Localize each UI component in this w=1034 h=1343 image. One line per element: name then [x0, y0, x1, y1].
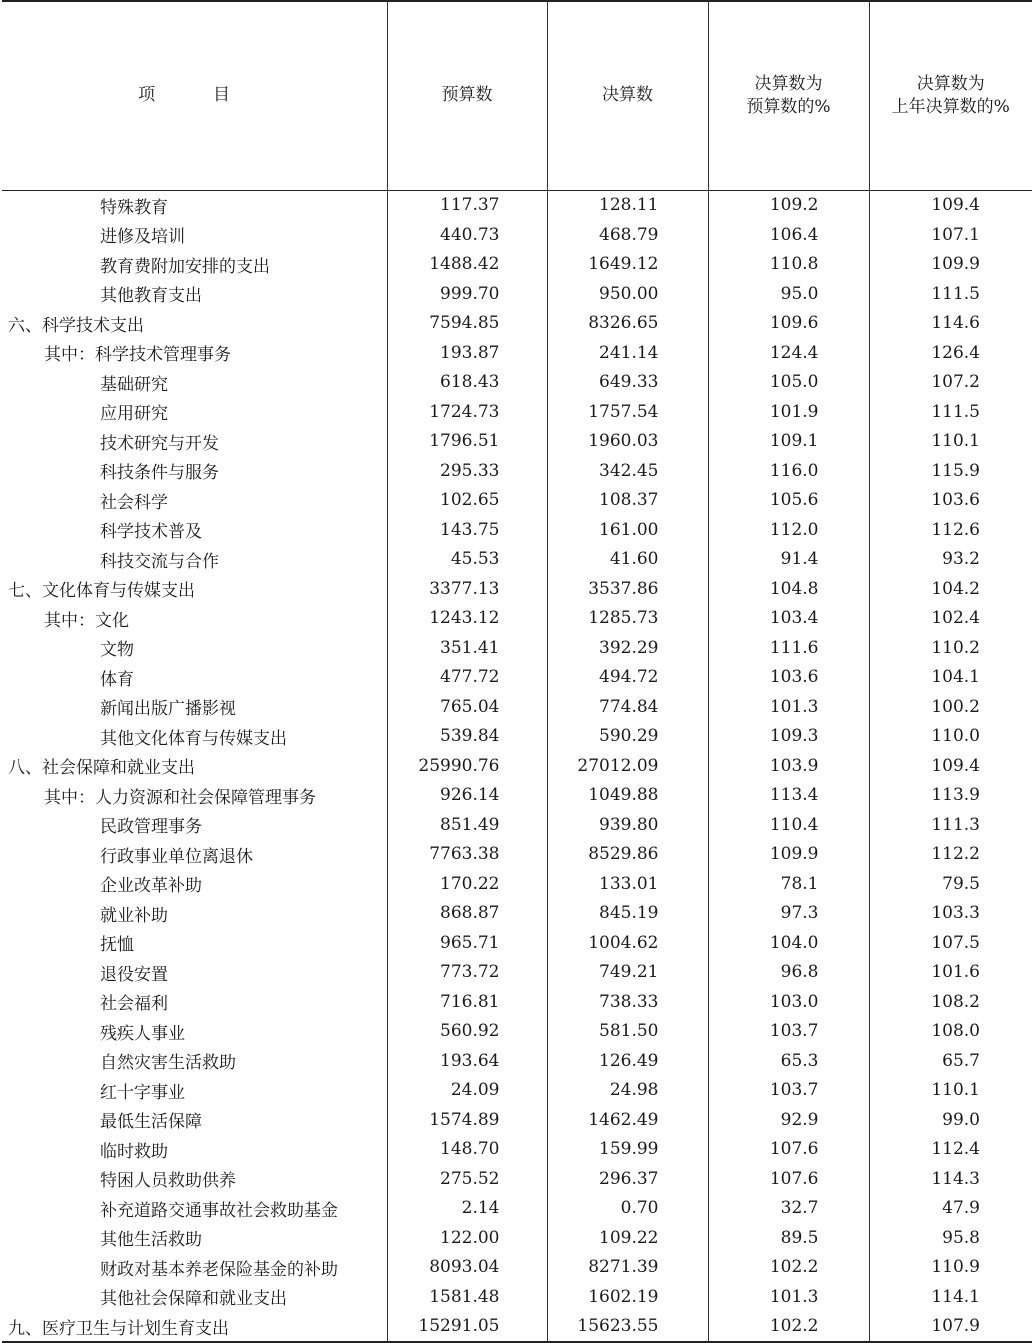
pct-of-previous-year-value: 108.0: [869, 1017, 1032, 1047]
row-item-label: 文物: [100, 640, 134, 661]
budget-value: 170.22: [387, 869, 547, 899]
pct-of-previous-year-value: 100.2: [869, 692, 1032, 722]
actual-value: 1602.19: [547, 1282, 708, 1312]
pct-of-previous-year-value: 112.2: [869, 840, 1032, 870]
row-item-cell: [2, 190, 387, 220]
table-row: [2, 1076, 1032, 1106]
table-row: [2, 220, 1032, 250]
pct-of-budget-value: 92.9: [708, 1105, 869, 1135]
row-item-label: 科技交流与合作: [100, 551, 219, 572]
table-row: [2, 515, 1032, 545]
table-row: [2, 840, 1032, 870]
pct-of-budget-value: 103.6: [708, 663, 869, 693]
pct-of-previous-year-value: 111.5: [869, 397, 1032, 427]
table-row: [2, 633, 1032, 663]
row-item-label: 进修及培训: [100, 227, 185, 248]
pct-of-previous-year-value: 109.4: [869, 190, 1032, 220]
budget-value: 1488.42: [387, 250, 547, 280]
budget-value: 477.72: [387, 663, 547, 693]
table-row: [2, 397, 1032, 427]
table-row: [2, 1312, 1032, 1343]
budget-value: 122.00: [387, 1223, 547, 1253]
row-item-label: 补充道路交通事故社会救助基金: [100, 1200, 338, 1221]
row-item-label: 六、科学技术支出: [8, 315, 144, 336]
table-row: [2, 987, 1032, 1017]
row-item-cell: [2, 1105, 387, 1135]
row-item-cell: [2, 781, 387, 811]
row-item-cell: [2, 633, 387, 663]
row-item-label: 技术研究与开发: [100, 433, 219, 454]
table-row: [2, 692, 1032, 722]
table-row: [2, 958, 1032, 988]
table-row: [2, 663, 1032, 693]
row-item-label: 其他社会保障和就业支出: [100, 1289, 287, 1310]
pct-of-budget-value: 113.4: [708, 781, 869, 811]
row-item-label: 七、文化体育与传媒支出: [8, 581, 195, 602]
table-row: [2, 810, 1032, 840]
budget-value: 999.70: [387, 279, 547, 309]
pct-of-budget-value: 110.4: [708, 810, 869, 840]
pct-of-budget-value: 103.0: [708, 987, 869, 1017]
actual-value: 950.00: [547, 279, 708, 309]
table-row: [2, 456, 1032, 486]
pct-of-previous-year-value: 107.9: [869, 1312, 1032, 1343]
actual-value: 296.37: [547, 1164, 708, 1194]
row-item-label: 应用研究: [100, 404, 168, 425]
pct-of-previous-year-value: 110.9: [869, 1253, 1032, 1283]
pct-of-previous-year-value: 110.1: [869, 1076, 1032, 1106]
pct-of-budget-value: 89.5: [708, 1223, 869, 1253]
budget-value: 193.87: [387, 338, 547, 368]
pct-of-budget-value: 109.2: [708, 190, 869, 220]
row-item-label: 就业补助: [100, 905, 168, 926]
budget-value: 851.49: [387, 810, 547, 840]
row-item-cell: [2, 987, 387, 1017]
row-item-label: 企业改革补助: [100, 876, 202, 897]
table-row: [2, 1282, 1032, 1312]
budget-value: 193.64: [387, 1046, 547, 1076]
pct-of-previous-year-value: 111.3: [869, 810, 1032, 840]
row-item-label: 教育费附加安排的支出: [100, 256, 270, 277]
row-item-cell: [2, 515, 387, 545]
pct-of-previous-year-value: 104.2: [869, 574, 1032, 604]
row-item-label: 民政管理事务: [100, 817, 202, 838]
actual-value: 126.49: [547, 1046, 708, 1076]
table-row: [2, 309, 1032, 339]
pct-of-previous-year-value: 103.3: [869, 899, 1032, 929]
table-row: [2, 899, 1032, 929]
table-row: [2, 545, 1032, 575]
row-item-label: 其中：科学技术管理事务: [44, 345, 231, 366]
row-item-label: 其他文化体育与传媒支出: [100, 728, 287, 749]
budget-value: 765.04: [387, 692, 547, 722]
budget-value: 117.37: [387, 190, 547, 220]
row-item-label: 九、医疗卫生与计划生育支出: [8, 1318, 229, 1339]
pct-of-budget-value: 102.2: [708, 1312, 869, 1343]
row-item-label: 社会福利: [100, 994, 168, 1015]
pct-of-budget-value: 104.0: [708, 928, 869, 958]
pct-of-budget-value: 91.4: [708, 545, 869, 575]
pct-of-previous-year-value: 109.9: [869, 250, 1032, 280]
pct-of-previous-year-value: 111.5: [869, 279, 1032, 309]
row-item-label: 其他生活救助: [100, 1230, 202, 1251]
actual-value: 3537.86: [547, 574, 708, 604]
pct-of-budget-value: 109.3: [708, 722, 869, 752]
pct-of-previous-year-value: 110.0: [869, 722, 1032, 752]
row-item-cell: [2, 899, 387, 929]
budget-value: 102.65: [387, 486, 547, 516]
actual-value: 392.29: [547, 633, 708, 663]
actual-value: 24.98: [547, 1076, 708, 1106]
row-item-cell: [2, 1282, 387, 1312]
row-item-cell: [2, 958, 387, 988]
header-pct-of-budget: 决算数为 预算数的%: [708, 1, 869, 190]
pct-of-budget-value: 105.0: [708, 368, 869, 398]
row-item-label: 抚恤: [100, 935, 134, 956]
row-item-cell: [2, 250, 387, 280]
table-header: [2, 1, 1032, 190]
pct-of-previous-year-value: 108.2: [869, 987, 1032, 1017]
pct-of-previous-year-value: 107.2: [869, 368, 1032, 398]
actual-value: 590.29: [547, 722, 708, 752]
actual-value: 468.79: [547, 220, 708, 250]
table-row: [2, 486, 1032, 516]
header-actual: 决算数: [547, 1, 708, 190]
pct-of-budget-value: 109.1: [708, 427, 869, 457]
pct-of-budget-value: 95.0: [708, 279, 869, 309]
pct-of-budget-value: 109.6: [708, 309, 869, 339]
pct-of-budget-value: 97.3: [708, 899, 869, 929]
pct-of-previous-year-value: 93.2: [869, 545, 1032, 575]
row-item-cell: [2, 810, 387, 840]
row-item-label: 临时救助: [100, 1141, 168, 1162]
budget-value: 275.52: [387, 1164, 547, 1194]
row-item-label: 特困人员救助供养: [100, 1171, 236, 1192]
pct-of-previous-year-value: 79.5: [869, 869, 1032, 899]
budget-value: 351.41: [387, 633, 547, 663]
actual-value: 1960.03: [547, 427, 708, 457]
table-row: [2, 751, 1032, 781]
actual-value: 8529.86: [547, 840, 708, 870]
actual-value: 738.33: [547, 987, 708, 1017]
table-row: [2, 250, 1032, 280]
actual-value: 159.99: [547, 1135, 708, 1165]
budget-value: 773.72: [387, 958, 547, 988]
budget-value: 148.70: [387, 1135, 547, 1165]
budget-value: 45.53: [387, 545, 547, 575]
row-item-cell: [2, 1046, 387, 1076]
pct-of-previous-year-value: 107.5: [869, 928, 1032, 958]
budget-value: 618.43: [387, 368, 547, 398]
row-item-label: 自然灾害生活救助: [100, 1053, 236, 1074]
actual-value: 108.37: [547, 486, 708, 516]
actual-value: 27012.09: [547, 751, 708, 781]
pct-of-budget-value: 111.6: [708, 633, 869, 663]
actual-value: 8271.39: [547, 1253, 708, 1283]
pct-of-budget-value: 103.7: [708, 1017, 869, 1047]
row-item-label: 红十字事业: [100, 1082, 185, 1103]
row-item-cell: [2, 545, 387, 575]
table-row: [2, 1194, 1032, 1224]
budget-value: 143.75: [387, 515, 547, 545]
budget-value: 24.09: [387, 1076, 547, 1106]
actual-value: 749.21: [547, 958, 708, 988]
row-item-cell: [2, 220, 387, 250]
pct-of-previous-year-value: 99.0: [869, 1105, 1032, 1135]
row-item-cell: [2, 1135, 387, 1165]
row-item-cell: [2, 574, 387, 604]
actual-value: 1462.49: [547, 1105, 708, 1135]
row-item-cell: [2, 1164, 387, 1194]
row-item-cell: [2, 1017, 387, 1047]
fiscal-expenditure-table: [2, 0, 1032, 1343]
row-item-cell: [2, 486, 387, 516]
pct-of-previous-year-value: 102.4: [869, 604, 1032, 634]
pct-of-budget-value: 78.1: [708, 869, 869, 899]
table-row: [2, 604, 1032, 634]
table-row: [2, 338, 1032, 368]
actual-value: 15623.55: [547, 1312, 708, 1343]
actual-value: 581.50: [547, 1017, 708, 1047]
table-row: [2, 722, 1032, 752]
pct-of-budget-value: 104.8: [708, 574, 869, 604]
pct-of-previous-year-value: 126.4: [869, 338, 1032, 368]
budget-value: 2.14: [387, 1194, 547, 1224]
row-item-label: 最低生活保障: [100, 1112, 202, 1133]
header-pct-of-previous-year: 决算数为 上年决算数的%: [869, 1, 1032, 190]
pct-of-previous-year-value: 115.9: [869, 456, 1032, 486]
table-row: [2, 928, 1032, 958]
row-item-cell: [2, 692, 387, 722]
pct-of-previous-year-value: 113.9: [869, 781, 1032, 811]
budget-value: 7763.38: [387, 840, 547, 870]
pct-of-previous-year-value: 107.1: [869, 220, 1032, 250]
table-row: [2, 1046, 1032, 1076]
pct-of-previous-year-value: 103.6: [869, 486, 1032, 516]
budget-value: 7594.85: [387, 309, 547, 339]
header-item: 项 目: [2, 1, 387, 190]
budget-value: 539.84: [387, 722, 547, 752]
pct-of-previous-year-value: 110.2: [869, 633, 1032, 663]
pct-of-budget-value: 101.3: [708, 1282, 869, 1312]
pct-of-previous-year-value: 95.8: [869, 1223, 1032, 1253]
pct-of-previous-year-value: 104.1: [869, 663, 1032, 693]
actual-value: 1049.88: [547, 781, 708, 811]
budget-value: 25990.76: [387, 751, 547, 781]
table-row: [2, 1135, 1032, 1165]
pct-of-budget-value: 65.3: [708, 1046, 869, 1076]
pct-of-budget-value: 103.7: [708, 1076, 869, 1106]
row-item-label: 社会科学: [100, 492, 168, 513]
row-item-cell: [2, 338, 387, 368]
budget-value: 1796.51: [387, 427, 547, 457]
row-item-label: 行政事业单位离退休: [100, 846, 253, 867]
pct-of-budget-value: 124.4: [708, 338, 869, 368]
actual-value: 649.33: [547, 368, 708, 398]
pct-of-previous-year-value: 114.3: [869, 1164, 1032, 1194]
budget-value: 965.71: [387, 928, 547, 958]
budget-value: 926.14: [387, 781, 547, 811]
pct-of-budget-value: 112.0: [708, 515, 869, 545]
budget-value: 8093.04: [387, 1253, 547, 1283]
actual-value: 0.70: [547, 1194, 708, 1224]
pct-of-budget-value: 110.8: [708, 250, 869, 280]
row-item-label: 残疾人事业: [100, 1023, 185, 1044]
row-item-label: 科技条件与服务: [100, 463, 219, 484]
pct-of-previous-year-value: 110.1: [869, 427, 1032, 457]
row-item-cell: [2, 456, 387, 486]
pct-of-budget-value: 105.6: [708, 486, 869, 516]
row-item-cell: [2, 840, 387, 870]
pct-of-budget-value: 96.8: [708, 958, 869, 988]
budget-value: 1724.73: [387, 397, 547, 427]
row-item-cell: [2, 397, 387, 427]
pct-of-budget-value: 116.0: [708, 456, 869, 486]
table-row: [2, 1017, 1032, 1047]
pct-of-previous-year-value: 112.4: [869, 1135, 1032, 1165]
pct-of-previous-year-value: 47.9: [869, 1194, 1032, 1224]
table-row: [2, 368, 1032, 398]
table-row: [2, 1223, 1032, 1253]
table-row: [2, 1253, 1032, 1283]
header-budget: 预算数: [387, 1, 547, 190]
pct-of-budget-value: 101.9: [708, 397, 869, 427]
budget-value: 3377.13: [387, 574, 547, 604]
table-row: [2, 1105, 1032, 1135]
row-item-label: 体育: [100, 669, 134, 690]
row-item-label: 其他教育支出: [100, 286, 202, 307]
actual-value: 494.72: [547, 663, 708, 693]
budget-value: 868.87: [387, 899, 547, 929]
pct-of-budget-value: 107.6: [708, 1164, 869, 1194]
pct-of-previous-year-value: 109.4: [869, 751, 1032, 781]
pct-of-budget-value: 109.9: [708, 840, 869, 870]
actual-value: 1285.73: [547, 604, 708, 634]
row-item-label: 基础研究: [100, 374, 168, 395]
row-item-cell: [2, 427, 387, 457]
row-item-label: 特殊教育: [100, 197, 168, 218]
row-item-cell: [2, 1223, 387, 1253]
actual-value: 8326.65: [547, 309, 708, 339]
budget-value: 1243.12: [387, 604, 547, 634]
row-item-label: 科学技术普及: [100, 522, 202, 543]
pct-of-previous-year-value: 112.6: [869, 515, 1032, 545]
table-row: [2, 574, 1032, 604]
row-item-label: 财政对基本养老保险基金的补助: [100, 1259, 338, 1280]
row-item-cell: [2, 368, 387, 398]
table-row: [2, 279, 1032, 309]
pct-of-budget-value: 106.4: [708, 220, 869, 250]
row-item-cell: [2, 1194, 387, 1224]
row-item-cell: [2, 1253, 387, 1283]
pct-of-budget-value: 107.6: [708, 1135, 869, 1165]
pct-of-previous-year-value: 65.7: [869, 1046, 1032, 1076]
pct-of-budget-value: 103.9: [708, 751, 869, 781]
pct-of-previous-year-value: 114.1: [869, 1282, 1032, 1312]
row-item-cell: [2, 751, 387, 781]
actual-value: 845.19: [547, 899, 708, 929]
actual-value: 161.00: [547, 515, 708, 545]
row-item-cell: [2, 928, 387, 958]
actual-value: 939.80: [547, 810, 708, 840]
row-item-cell: [2, 279, 387, 309]
actual-value: 342.45: [547, 456, 708, 486]
row-item-label: 其中：人力资源和社会保障管理事务: [44, 787, 316, 808]
row-item-cell: [2, 1312, 387, 1343]
row-item-label: 退役安置: [100, 964, 168, 985]
table-body: [2, 190, 1032, 1342]
actual-value: 128.11: [547, 190, 708, 220]
actual-value: 41.60: [547, 545, 708, 575]
budget-value: 15291.05: [387, 1312, 547, 1343]
row-item-cell: [2, 309, 387, 339]
actual-value: 109.22: [547, 1223, 708, 1253]
table-row: [2, 190, 1032, 220]
actual-value: 1004.62: [547, 928, 708, 958]
row-item-label: 八、社会保障和就业支出: [8, 758, 195, 779]
table-row: [2, 781, 1032, 811]
actual-value: 1649.12: [547, 250, 708, 280]
actual-value: 133.01: [547, 869, 708, 899]
row-item-label: 其中：文化: [44, 610, 129, 631]
actual-value: 241.14: [547, 338, 708, 368]
row-item-label: 新闻出版广播影视: [100, 699, 236, 720]
table-row: [2, 427, 1032, 457]
row-item-cell: [2, 869, 387, 899]
row-item-cell: [2, 663, 387, 693]
actual-value: 774.84: [547, 692, 708, 722]
budget-value: 295.33: [387, 456, 547, 486]
row-item-cell: [2, 722, 387, 752]
budget-value: 1581.48: [387, 1282, 547, 1312]
pct-of-previous-year-value: 101.6: [869, 958, 1032, 988]
actual-value: 1757.54: [547, 397, 708, 427]
row-item-cell: [2, 604, 387, 634]
budget-value: 560.92: [387, 1017, 547, 1047]
pct-of-budget-value: 102.2: [708, 1253, 869, 1283]
pct-of-budget-value: 101.3: [708, 692, 869, 722]
budget-value: 716.81: [387, 987, 547, 1017]
pct-of-budget-value: 32.7: [708, 1194, 869, 1224]
row-item-cell: [2, 1076, 387, 1106]
pct-of-previous-year-value: 114.6: [869, 309, 1032, 339]
budget-value: 440.73: [387, 220, 547, 250]
pct-of-budget-value: 103.4: [708, 604, 869, 634]
budget-value: 1574.89: [387, 1105, 547, 1135]
table-row: [2, 1164, 1032, 1194]
table-row: [2, 869, 1032, 899]
